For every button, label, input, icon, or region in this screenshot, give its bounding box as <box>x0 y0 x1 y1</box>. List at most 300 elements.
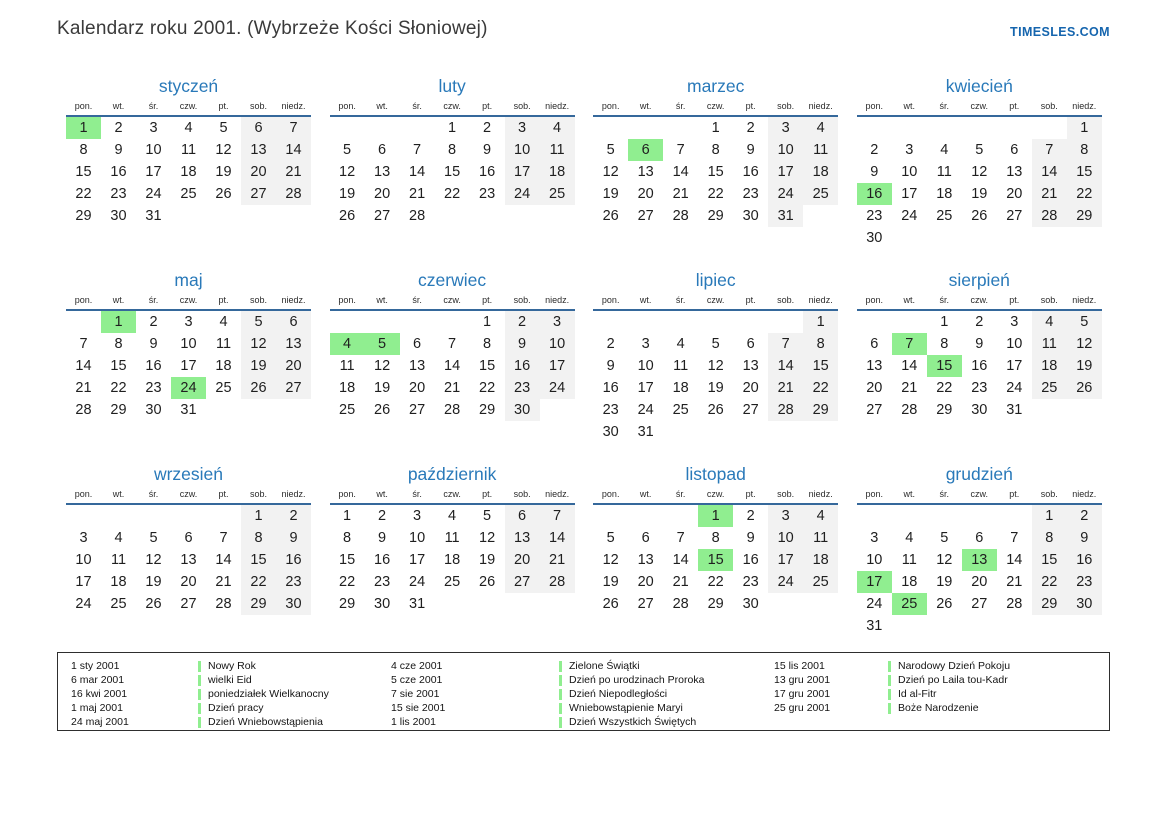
day-cell: 18 <box>803 161 838 183</box>
day-cell: 12 <box>707 358 724 374</box>
day-cell: 12 <box>602 164 619 180</box>
week-row <box>857 183 1102 205</box>
day-cell: 25 <box>444 574 461 590</box>
day-cell: 20 <box>241 161 276 183</box>
day-cell: 8 <box>1032 527 1067 549</box>
day-cell: 29 <box>803 399 838 421</box>
week-row <box>66 139 311 161</box>
day-cell: 27 <box>637 596 654 612</box>
day-cell: 8 <box>711 530 720 546</box>
empty-cell <box>663 505 698 527</box>
weekday-header: wt. <box>376 101 388 111</box>
day-cell: 31 <box>409 596 426 612</box>
weekday-header: śr. <box>675 295 686 305</box>
day-cell: 24 <box>540 377 575 399</box>
week-row <box>593 333 838 355</box>
empty-cell <box>733 421 768 443</box>
day-cell: 31 <box>1006 402 1023 418</box>
day-cell: 6 <box>870 336 879 352</box>
day-cell: 30 <box>1067 593 1102 615</box>
weekday-header-row <box>857 489 1102 505</box>
legend-date: 1 maj 2001 <box>71 702 123 714</box>
day-cell: 19 <box>602 186 619 202</box>
week-row <box>330 505 575 527</box>
weekday-header: śr. <box>148 101 159 111</box>
week-row <box>66 527 311 549</box>
weekday-header-row <box>66 489 311 505</box>
empty-cell <box>962 615 997 637</box>
day-cell: 28 <box>901 402 918 418</box>
empty-cell <box>962 117 997 139</box>
week-row <box>857 527 1102 549</box>
empty-cell <box>628 117 663 139</box>
weekday-header: śr. <box>675 489 686 499</box>
day-cell: 24 <box>866 596 883 612</box>
day-cell: 7 <box>540 505 575 527</box>
weekday-header: sob. <box>249 101 267 111</box>
week-row <box>66 549 311 571</box>
weekday-header: śr. <box>412 295 422 305</box>
week-row <box>593 355 838 377</box>
empty-cell <box>593 505 628 527</box>
weekday-header: śr. <box>148 489 159 499</box>
legend-holiday <box>888 673 1109 687</box>
day-cell: 26 <box>241 377 276 399</box>
weekday-header: niedz. <box>545 295 570 305</box>
day-cell: 9 <box>149 336 158 352</box>
day-cell: 1 <box>241 505 276 527</box>
empty-cell <box>927 615 962 637</box>
day-cell: 9 <box>746 530 755 546</box>
day-cell: 1 <box>711 120 720 136</box>
day-cell: 8 <box>803 333 838 355</box>
day-cell: 7 <box>1010 530 1019 546</box>
day-cell: 16 <box>742 552 759 568</box>
legend-holiday <box>888 701 1109 715</box>
day-cell: 6 <box>641 530 650 546</box>
empty-cell <box>663 117 698 139</box>
weekday-header: wt. <box>639 101 652 111</box>
legend-dates-column <box>774 659 888 730</box>
empty-cell <box>1032 615 1067 637</box>
empty-cell <box>857 505 892 527</box>
day-cell: 4 <box>448 508 457 524</box>
day-cell: 7 <box>276 117 311 139</box>
empty-cell <box>698 421 733 443</box>
day-cell: 29 <box>241 593 276 615</box>
weekday-header: niedz. <box>1072 295 1097 305</box>
day-cell: 21 <box>215 574 232 590</box>
day-cell: 27 <box>1006 208 1023 224</box>
day-cell: 24 <box>768 183 803 205</box>
legend-date: 6 mar 2001 <box>71 674 125 686</box>
day-cell: 6 <box>276 311 311 333</box>
day-cell: 26 <box>215 186 232 202</box>
day-cell: 14 <box>444 358 461 374</box>
weekday-header: niedz. <box>808 101 833 111</box>
day-cell: 5 <box>606 142 615 158</box>
weekday-header: pon. <box>865 295 884 305</box>
day-cell: 15 <box>479 358 496 374</box>
legend-holiday-name: Id al-Fitr <box>898 688 937 700</box>
weekday-header: pt. <box>1009 295 1020 305</box>
weekday-header: wt. <box>376 295 388 305</box>
day-cell: 11 <box>673 358 689 374</box>
day-cell: 17 <box>409 552 426 568</box>
day-cell: 13 <box>505 527 540 549</box>
weekday-header: śr. <box>939 101 950 111</box>
day-cell: 15 <box>803 355 838 377</box>
day-cell: 8 <box>241 527 276 549</box>
day-cell: 7 <box>448 336 457 352</box>
day-cell: 5 <box>343 142 352 158</box>
day-cell: 31 <box>637 424 654 440</box>
holiday-marker-icon <box>888 689 891 700</box>
day-cell: 26 <box>602 208 619 224</box>
day-cell: 12 <box>971 164 988 180</box>
day-cell: 5 <box>483 508 492 524</box>
week-row <box>66 505 311 527</box>
legend-date: 16 kwi 2001 <box>71 688 128 700</box>
day-cell: 17 <box>1006 358 1023 374</box>
week-row <box>330 571 575 593</box>
day-cell: 16 <box>374 552 391 568</box>
day-cell: 16 <box>602 380 619 396</box>
week-row <box>593 205 838 227</box>
day-cell: 21 <box>672 186 689 202</box>
day-cell: 18 <box>110 574 127 590</box>
week-row <box>857 399 1102 421</box>
week-row <box>593 549 838 571</box>
legend-date: 25 gru 2001 <box>774 702 831 714</box>
day-cell: 19 <box>936 574 953 590</box>
day-cell: 27 <box>971 596 988 612</box>
day-cell: 21 <box>409 186 426 202</box>
empty-cell <box>540 205 575 227</box>
day-cell: 15 <box>927 355 962 377</box>
month-title: wrzesień <box>153 464 224 484</box>
day-cell: 3 <box>79 530 88 546</box>
day-cell: 7 <box>1032 139 1067 161</box>
day-cell: 18 <box>672 380 689 396</box>
day-cell: 18 <box>215 358 232 374</box>
weekday-header: wt. <box>903 489 916 499</box>
holiday-marker-icon <box>559 689 562 700</box>
day-cell: 27 <box>637 208 654 224</box>
day-cell: 28 <box>672 208 689 224</box>
day-cell: 20 <box>180 574 197 590</box>
day-cell: 9 <box>114 142 123 158</box>
weekday-header: sob. <box>513 489 531 499</box>
weekday-header-row <box>593 489 838 505</box>
day-cell: 22 <box>479 380 496 396</box>
day-cell: 10 <box>768 527 803 549</box>
day-cell: 10 <box>180 336 197 352</box>
day-cell: 17 <box>768 549 803 571</box>
legend-holiday-name: Zielone Świątki <box>569 660 640 672</box>
day-cell: 5 <box>241 311 276 333</box>
weekday-header-row <box>857 295 1102 311</box>
week-row <box>857 333 1102 355</box>
month-maj <box>66 267 311 443</box>
weekday-header: pt. <box>218 489 229 499</box>
day-cell: 12 <box>145 552 162 568</box>
day-cell: 18 <box>180 164 197 180</box>
day-cell: 20 <box>866 380 883 396</box>
day-cell: 23 <box>866 208 883 224</box>
empty-cell <box>540 593 575 615</box>
day-cell: 19 <box>479 552 496 568</box>
day-cell: 12 <box>1067 333 1102 355</box>
week-row <box>593 311 838 333</box>
day-cell: 28 <box>540 571 575 593</box>
week-row <box>593 399 838 421</box>
day-cell: 25 <box>803 183 838 205</box>
day-cell: 8 <box>79 142 88 158</box>
weekday-header: sob. <box>249 489 267 499</box>
weekday-header: śr. <box>939 295 950 305</box>
empty-cell <box>101 505 136 527</box>
brand-link[interactable]: TIMESLES.COM <box>1010 25 1110 39</box>
empty-cell <box>927 227 962 249</box>
empty-cell <box>206 505 241 527</box>
weekday-header: sob. <box>777 101 795 111</box>
empty-cell <box>241 399 276 421</box>
legend-holiday-name: Wniebowstąpienie Maryi <box>569 702 683 714</box>
day-cell: 25 <box>1032 377 1067 399</box>
day-cell: 8 <box>711 142 720 158</box>
legend-date: 15 lis 2001 <box>774 660 825 672</box>
legend-holiday-name: Narodowy Dzień Pokoju <box>898 660 1011 672</box>
day-cell: 4 <box>540 117 575 139</box>
day-cell: 27 <box>742 402 759 418</box>
day-cell: 13 <box>637 552 654 568</box>
day-cell: 10 <box>1006 336 1023 352</box>
day-cell: 22 <box>707 186 724 202</box>
weekday-header: pon. <box>865 101 884 111</box>
day-cell: 25 <box>339 402 356 418</box>
weekday-header: sob. <box>1040 101 1058 111</box>
day-cell: 27 <box>374 208 391 224</box>
empty-cell <box>435 311 470 333</box>
day-cell: 22 <box>110 380 127 396</box>
day-cell: 16 <box>505 355 540 377</box>
day-cell: 9 <box>378 530 387 546</box>
day-cell: 1 <box>343 508 352 524</box>
weekday-header: czw. <box>443 101 461 111</box>
day-cell: 17 <box>540 355 575 377</box>
month-wrzesień <box>66 461 311 637</box>
legend-holiday-name: wielki Eid <box>208 674 252 686</box>
week-row <box>593 161 838 183</box>
day-cell: 2 <box>276 505 311 527</box>
day-cell: 3 <box>540 311 575 333</box>
weekday-header: czw. <box>443 489 461 499</box>
holiday-marker-icon <box>198 675 201 686</box>
day-cell: 13 <box>866 358 883 374</box>
day-cell: 14 <box>672 164 689 180</box>
legend-holiday-name: Dzień po urodzinach Proroka <box>569 674 705 686</box>
day-cell: 6 <box>505 505 540 527</box>
day-cell: 19 <box>374 380 391 396</box>
day-cell: 6 <box>241 117 276 139</box>
day-cell: 8 <box>1067 139 1102 161</box>
day-cell: 13 <box>374 164 391 180</box>
day-cell: 28 <box>75 402 92 418</box>
weekday-header: sob. <box>1040 295 1058 305</box>
weekday-header: pon. <box>74 295 93 305</box>
day-cell: 25 <box>180 186 197 202</box>
day-cell: 7 <box>413 142 422 158</box>
empty-cell <box>1067 615 1102 637</box>
day-cell: 29 <box>1032 593 1067 615</box>
weekday-header: sob. <box>1040 489 1058 499</box>
legend-names-column <box>198 659 391 730</box>
day-cell: 4 <box>905 530 914 546</box>
week-row <box>66 205 311 227</box>
day-cell: 26 <box>707 402 724 418</box>
day-cell: 14 <box>768 355 803 377</box>
month-title: listopad <box>685 464 746 484</box>
day-cell: 9 <box>276 527 311 549</box>
empty-cell <box>628 311 663 333</box>
weekday-header: czw. <box>706 489 725 499</box>
day-cell: 23 <box>479 186 496 202</box>
day-cell: 22 <box>936 380 953 396</box>
month-title: kwiecień <box>945 76 1013 96</box>
week-row <box>330 549 575 571</box>
day-cell: 7 <box>676 142 685 158</box>
weekday-header: pt. <box>218 101 229 111</box>
day-cell: 30 <box>742 208 759 224</box>
empty-cell <box>505 593 540 615</box>
day-cell: 25 <box>803 571 838 593</box>
day-cell: 18 <box>901 574 918 590</box>
weekday-header: wt. <box>112 295 125 305</box>
weekday-header: niedz. <box>1072 101 1097 111</box>
weekday-header: sob. <box>777 295 795 305</box>
week-row <box>330 205 575 227</box>
weekday-header: pt. <box>482 295 493 305</box>
day-cell: 24 <box>505 183 540 205</box>
day-cell: 16 <box>857 183 892 205</box>
weekday-header: niedz. <box>808 489 833 499</box>
week-row <box>66 117 311 139</box>
empty-cell <box>171 505 206 527</box>
month-lipiec <box>593 267 838 443</box>
day-cell: 15 <box>339 552 356 568</box>
weekday-header: wt. <box>639 295 652 305</box>
empty-cell <box>1032 117 1067 139</box>
legend-holiday <box>559 673 774 687</box>
day-cell: 14 <box>276 139 311 161</box>
empty-cell <box>66 311 101 333</box>
day-cell: 13 <box>742 358 759 374</box>
weekday-header: wt. <box>112 489 125 499</box>
day-cell: 31 <box>145 208 162 224</box>
empty-cell <box>733 311 768 333</box>
day-cell: 1 <box>448 120 457 136</box>
empty-cell <box>768 311 803 333</box>
holiday-marker-icon <box>198 689 201 700</box>
week-row <box>593 377 838 399</box>
weekday-header: śr. <box>675 101 686 111</box>
day-cell: 4 <box>803 117 838 139</box>
day-cell: 26 <box>479 574 496 590</box>
empty-cell <box>803 593 838 615</box>
empty-cell <box>857 311 892 333</box>
day-cell: 10 <box>505 139 540 161</box>
week-row <box>66 355 311 377</box>
week-row <box>857 615 1102 637</box>
weekday-header: niedz. <box>281 489 306 499</box>
weekday-header: pon. <box>338 101 356 111</box>
month-title: luty <box>438 76 466 96</box>
weekday-header: pon. <box>601 489 620 499</box>
day-cell: 10 <box>145 142 162 158</box>
day-cell: 27 <box>180 596 197 612</box>
day-cell: 1 <box>66 117 101 139</box>
day-cell: 25 <box>215 380 232 396</box>
day-cell: 3 <box>505 117 540 139</box>
day-cell: 11 <box>936 164 952 180</box>
month-title: czerwiec <box>418 270 487 290</box>
week-row <box>330 311 575 333</box>
empty-cell <box>330 117 365 139</box>
weekday-header: sob. <box>513 295 531 305</box>
holiday-legend <box>57 652 1110 731</box>
day-cell: 17 <box>505 161 540 183</box>
week-row <box>857 161 1102 183</box>
day-cell: 13 <box>241 139 276 161</box>
day-cell: 14 <box>1032 161 1067 183</box>
day-cell: 18 <box>339 380 356 396</box>
legend-dates-column <box>391 659 559 730</box>
day-cell: 17 <box>637 380 654 396</box>
day-cell: 22 <box>707 574 724 590</box>
day-cell: 24 <box>409 574 426 590</box>
day-cell: 6 <box>975 530 984 546</box>
weekday-header: czw. <box>179 101 198 111</box>
holiday-marker-icon <box>198 717 201 728</box>
day-cell: 1 <box>1032 505 1067 527</box>
empty-cell <box>1032 227 1067 249</box>
empty-cell <box>997 505 1032 527</box>
empty-cell <box>171 205 206 227</box>
day-cell: 5 <box>606 530 615 546</box>
day-cell: 30 <box>602 424 619 440</box>
day-cell: 30 <box>866 230 883 246</box>
day-cell: 1 <box>698 505 733 527</box>
empty-cell <box>1067 399 1102 421</box>
weekday-header: pon. <box>601 295 620 305</box>
day-cell: 15 <box>707 164 724 180</box>
legend-holiday <box>198 659 391 673</box>
legend-date: 4 cze 2001 <box>391 660 443 672</box>
week-row <box>857 549 1102 571</box>
day-cell: 4 <box>1032 311 1067 333</box>
day-cell: 14 <box>1006 552 1023 568</box>
legend-holiday-name: Dzień pracy <box>208 702 264 714</box>
day-cell: 12 <box>241 333 276 355</box>
day-cell: 12 <box>215 142 232 158</box>
holiday-marker-icon <box>559 661 562 672</box>
empty-cell <box>803 421 838 443</box>
day-cell: 20 <box>276 355 311 377</box>
month-październik <box>330 461 575 637</box>
day-cell: 3 <box>768 505 803 527</box>
empty-cell <box>276 399 311 421</box>
